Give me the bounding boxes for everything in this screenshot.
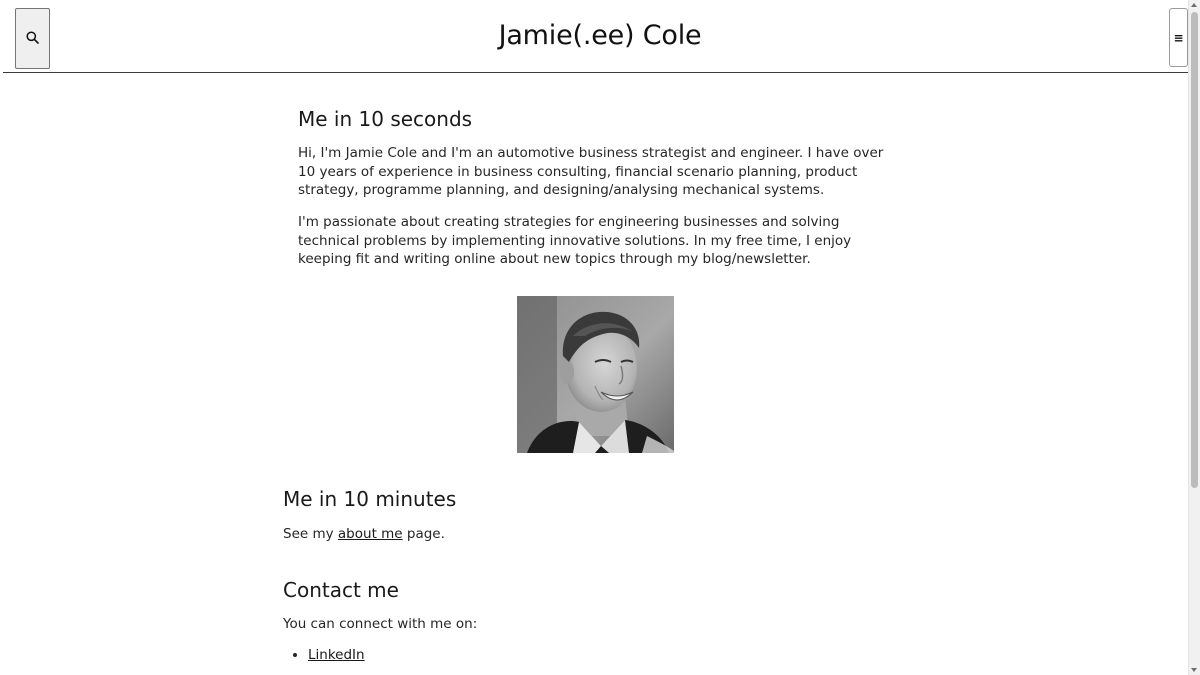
contact-intro: You can connect with me on: (283, 616, 478, 632)
list-item (308, 646, 365, 664)
linkedin-link[interactable]: LinkedIn (308, 647, 365, 663)
vertical-scrollbar[interactable] (1188, 0, 1200, 675)
intro-paragraph-2: I'm passionate about creating strategies for engineering businesses and solving technical problems by implementing innovative solutions. In my free time, I enjoy keeping fit and writing online about new topics through my blog/newsletter. (298, 214, 852, 268)
about-line (283, 525, 445, 543)
about-prefix: See my (283, 526, 338, 542)
scroll-up-arrow-icon[interactable] (1191, 3, 1197, 7)
about-suffix: page. (402, 526, 445, 542)
about-heading: Me in 10 minutes (283, 487, 457, 511)
intro-paragraph-1: Hi, I'm Jamie Cole and I'm an automotive business strategist and engineer. I have over 10 years of experience in business consulting, financial scenario planning, product strategy, programme planning, and designing/analysing mechanical systems. (298, 145, 884, 199)
intro-heading: Me in 10 seconds (298, 107, 473, 131)
scrollbar-thumb[interactable] (1191, 12, 1198, 488)
portrait-photo (517, 296, 674, 453)
hamburger-menu-icon: ≡ (1173, 30, 1184, 45)
contact-list (283, 646, 365, 664)
scroll-down-arrow-icon[interactable] (1191, 668, 1197, 672)
about-me-link[interactable]: about me (337, 526, 403, 542)
contact-heading: Contact me (283, 578, 399, 602)
site-title: Jamie(.ee) Cole (498, 20, 702, 51)
